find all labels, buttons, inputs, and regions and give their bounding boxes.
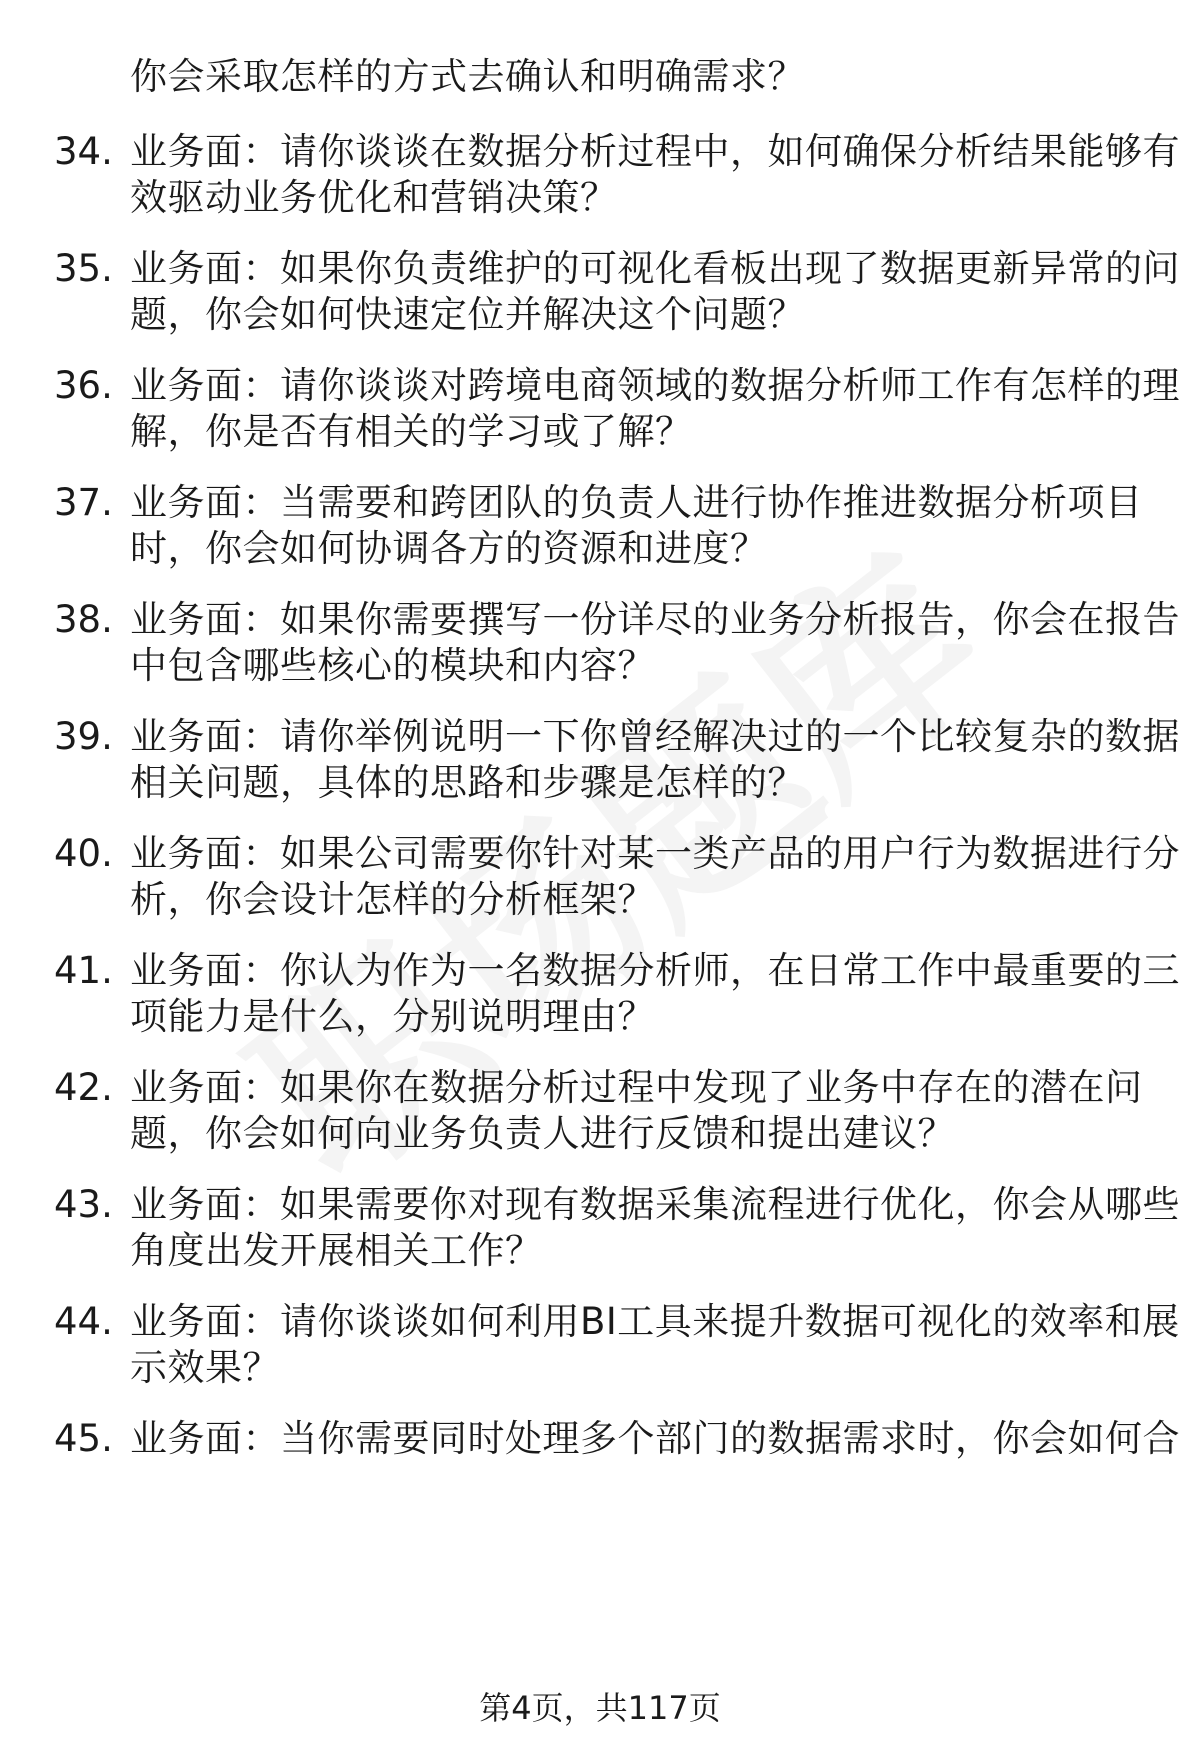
question-line-2: 题，你会如何快速定位并解决这个问题？ — [130, 293, 805, 336]
question-line-1: 业务面：如果你在数据分析过程中发现了业务中存在的潜在问 — [130, 1066, 1143, 1109]
question-number: 38. — [54, 598, 113, 641]
question-number: 37. — [54, 481, 113, 524]
question-number: 34. — [54, 130, 113, 173]
page-footer: 第4页，共117页 — [479, 1689, 721, 1727]
question-line-1: 业务面：请你谈谈如何利用BI工具来提升数据可视化的效率和展 — [130, 1300, 1180, 1343]
question-line-1: 业务面：请你谈谈对跨境电商领域的数据分析师工作有怎样的理 — [130, 364, 1180, 407]
question-number: 45. — [54, 1417, 113, 1460]
question-number: 44. — [54, 1300, 113, 1343]
question-line-2: 相关问题，具体的思路和步骤是怎样的？ — [130, 761, 805, 804]
question-line-2: 解，你是否有相关的学习或了解？ — [130, 410, 693, 453]
question-line-1: 业务面：如果公司需要你针对某一类产品的用户行为数据进行分 — [130, 832, 1180, 875]
question-line-2: 析，你会设计怎样的分析框架？ — [130, 878, 655, 921]
question-line-2: 效驱动业务优化和营销决策？ — [130, 176, 618, 219]
question-number: 43. — [54, 1183, 113, 1226]
question-number: 42. — [54, 1066, 113, 1109]
question-line-1: 业务面：当需要和跨团队的负责人进行协作推进数据分析项目 — [130, 481, 1143, 524]
question-number: 36. — [54, 364, 113, 407]
question-number: 35. — [54, 247, 113, 290]
question-line-1: 业务面：请你谈谈在数据分析过程中，如何确保分析结果能够有 — [130, 130, 1180, 173]
question-line-1: 业务面：如果需要你对现有数据采集流程进行优化，你会从哪些 — [130, 1183, 1180, 1226]
question-line-1: 业务面：请你举例说明一下你曾经解决过的一个比较复杂的数据 — [130, 715, 1180, 758]
question-line-2: 时，你会如何协调各方的资源和进度？ — [130, 527, 768, 570]
question-line-1: 业务面：你认为作为一名数据分析师，在日常工作中最重要的三 — [130, 949, 1180, 992]
question-line-1: 业务面：如果你负责维护的可视化看板出现了数据更新异常的问 — [130, 247, 1180, 290]
question-line-2: 示效果？ — [130, 1346, 280, 1389]
question-number: 39. — [54, 715, 113, 758]
question-line-2: 题，你会如何向业务负责人进行反馈和提出建议？ — [130, 1112, 955, 1155]
question-line-1: 业务面：如果你需要撰写一份详尽的业务分析报告，你会在报告 — [130, 598, 1180, 641]
question-line-1: 业务面：当你需要同时处理多个部门的数据需求时，你会如何合 — [130, 1417, 1180, 1460]
question-number: 40. — [54, 832, 113, 875]
question-line-2: 项能力是什么，分别说明理由？ — [130, 995, 655, 1038]
question-line-2: 中包含哪些核心的模块和内容？ — [130, 644, 655, 687]
question-line-2: 角度出发开展相关工作？ — [130, 1229, 543, 1272]
question-number: 41. — [54, 949, 113, 992]
intro-line: 你会采取怎样的方式去确认和明确需求？ — [130, 55, 805, 98]
